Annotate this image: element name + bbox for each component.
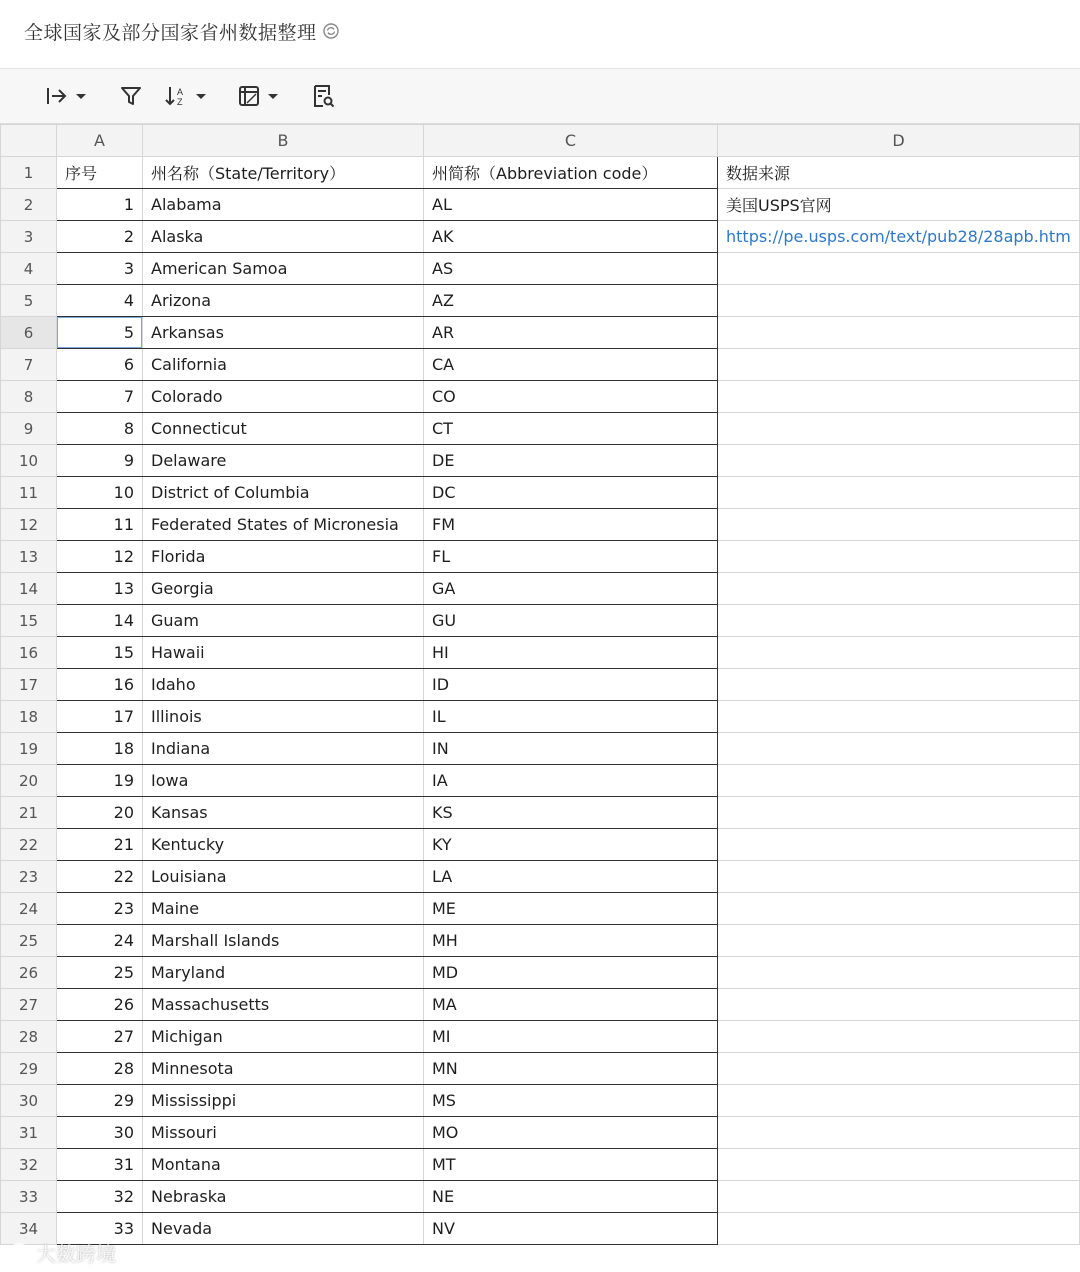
row-header[interactable]: 28 (1, 1021, 57, 1053)
cell-state-code[interactable]: AR (424, 317, 718, 349)
table-row (1, 1181, 1080, 1213)
cell-index[interactable]: 16 (57, 669, 143, 701)
watermark (8, 1238, 116, 1267)
cell-state-name[interactable]: American Samoa (143, 253, 424, 285)
table-row (1, 861, 1080, 893)
cell-state-code[interactable]: MD (424, 957, 718, 989)
cell-index[interactable]: 17 (57, 701, 143, 733)
cell-state-code[interactable]: FL (424, 541, 718, 573)
sort-button[interactable] (164, 81, 208, 111)
cell-index[interactable]: 19 (57, 765, 143, 797)
cell-state-name[interactable]: Illinois (143, 701, 424, 733)
cell-state-name[interactable]: Nebraska (143, 1181, 424, 1213)
cell-empty[interactable] (718, 797, 1080, 829)
table-row (1, 1117, 1080, 1149)
row-header[interactable]: 4 (1, 253, 57, 285)
cell-state-code[interactable]: NE (424, 1181, 718, 1213)
cell-empty[interactable] (718, 253, 1080, 285)
cell-index[interactable]: 31 (57, 1149, 143, 1181)
table-row (1, 1149, 1080, 1181)
cell-empty[interactable] (718, 605, 1080, 637)
row-header[interactable]: 25 (1, 925, 57, 957)
cell-state-name[interactable]: Nevada (143, 1213, 424, 1245)
row-header[interactable]: 15 (1, 605, 57, 637)
cell-index[interactable]: 9 (57, 445, 143, 477)
table-row (1, 541, 1080, 573)
sheet-table (0, 124, 1080, 1245)
cell-empty[interactable] (718, 1213, 1080, 1245)
table-row (1, 381, 1080, 413)
cell-empty[interactable] (718, 349, 1080, 381)
cell-state-name[interactable]: Idaho (143, 669, 424, 701)
cell-header-source[interactable]: 数据来源 (718, 157, 1080, 189)
row-header[interactable]: 2 (1, 189, 57, 221)
cell-state-name[interactable]: Marshall Islands (143, 925, 424, 957)
cell-index[interactable]: 10 (57, 477, 143, 509)
cell-state-code[interactable]: KY (424, 829, 718, 861)
cell-state-name[interactable]: Colorado (143, 381, 424, 413)
cell-state-code[interactable]: DE (424, 445, 718, 477)
cell-index[interactable]: 21 (57, 829, 143, 861)
cell-index[interactable]: 13 (57, 573, 143, 605)
cell-state-code[interactable]: IA (424, 765, 718, 797)
cell-index[interactable]: 6 (57, 349, 143, 381)
cell-empty[interactable] (718, 733, 1080, 765)
cell-empty[interactable] (718, 317, 1080, 349)
cell-empty[interactable] (718, 381, 1080, 413)
row-header[interactable]: 31 (1, 1117, 57, 1149)
table-row (1, 285, 1080, 317)
cell-state-code[interactable]: HI (424, 637, 718, 669)
cell-state-name[interactable]: Alabama (143, 189, 424, 221)
document-title[interactable]: 全球国家及部分国家省州数据整理 (24, 22, 317, 44)
cell-empty[interactable] (718, 765, 1080, 797)
table-row (1, 445, 1080, 477)
cell-index[interactable]: 1 (57, 189, 143, 221)
table-row (1, 573, 1080, 605)
cell-state-code[interactable]: GA (424, 573, 718, 605)
column-header-b[interactable]: B (143, 125, 424, 157)
cell-empty[interactable] (718, 1149, 1080, 1181)
cell-state-name[interactable]: Alaska (143, 221, 424, 253)
row-header[interactable]: 20 (1, 765, 57, 797)
cell-state-name[interactable]: Louisiana (143, 861, 424, 893)
table-row (1, 157, 1080, 189)
caret-down-icon (266, 89, 280, 103)
cell-empty[interactable] (718, 989, 1080, 1021)
table-row (1, 1021, 1080, 1053)
cell-empty[interactable] (718, 509, 1080, 541)
table-row (1, 189, 1080, 221)
row-header[interactable]: 7 (1, 349, 57, 381)
cell-index[interactable]: 24 (57, 925, 143, 957)
table-row (1, 701, 1080, 733)
svg-text:Z: Z (177, 97, 183, 107)
table-row (1, 477, 1080, 509)
table-row (1, 413, 1080, 445)
row-header[interactable]: 21 (1, 797, 57, 829)
cell-empty[interactable] (718, 925, 1080, 957)
cell-empty[interactable] (718, 1053, 1080, 1085)
find-icon (310, 83, 336, 109)
row-header[interactable]: 27 (1, 989, 57, 1021)
cell-header-index[interactable]: 序号 (57, 157, 143, 189)
cell-empty[interactable] (718, 829, 1080, 861)
cell-index[interactable]: 27 (57, 1021, 143, 1053)
cell-state-code[interactable]: AK (424, 221, 718, 253)
cell-state-code[interactable]: CO (424, 381, 718, 413)
cell-index[interactable]: 11 (57, 509, 143, 541)
cell-state-name[interactable]: Missouri (143, 1117, 424, 1149)
table-row (1, 733, 1080, 765)
cell-empty[interactable] (718, 477, 1080, 509)
cell-state-name[interactable]: Mississippi (143, 1085, 424, 1117)
cell-state-code[interactable]: MT (424, 1149, 718, 1181)
freeze-button[interactable] (44, 81, 88, 111)
cell-index[interactable]: 12 (57, 541, 143, 573)
cell-index[interactable]: 2 (57, 221, 143, 253)
cell-state-code[interactable]: NV (424, 1213, 718, 1245)
column-header-d[interactable]: D (718, 125, 1080, 157)
table-row (1, 1053, 1080, 1085)
format-icon (236, 83, 262, 109)
cell-index[interactable]: 32 (57, 1181, 143, 1213)
cell-state-name[interactable]: Hawaii (143, 637, 424, 669)
row-header[interactable]: 5 (1, 285, 57, 317)
column-header-a[interactable]: A (57, 125, 143, 157)
cell-index[interactable]: 15 (57, 637, 143, 669)
table-row (1, 957, 1080, 989)
cell-state-name[interactable]: Minnesota (143, 1053, 424, 1085)
cell-empty[interactable] (718, 445, 1080, 477)
toolbar (0, 69, 1080, 124)
table-row (1, 669, 1080, 701)
cell-empty[interactable] (718, 573, 1080, 605)
row-header[interactable]: 8 (1, 381, 57, 413)
cell-header-code[interactable]: 州简称（Abbreviation code） (424, 157, 718, 189)
find-button[interactable] (310, 81, 336, 111)
row-header[interactable]: 34 (1, 1213, 57, 1245)
row-header[interactable]: 18 (1, 701, 57, 733)
row-header[interactable]: 6 (1, 317, 57, 349)
cell-empty[interactable] (718, 285, 1080, 317)
cell-state-name[interactable]: Montana (143, 1149, 424, 1181)
cell-state-name[interactable]: Georgia (143, 573, 424, 605)
cell-state-name[interactable]: Indiana (143, 733, 424, 765)
cell-empty[interactable] (718, 1021, 1080, 1053)
cell-index[interactable]: 28 (57, 1053, 143, 1085)
cell-state-code[interactable]: MS (424, 1085, 718, 1117)
watermark-text: 大数跨境 (36, 1242, 116, 1266)
row-header[interactable]: 14 (1, 573, 57, 605)
row-header[interactable]: 13 (1, 541, 57, 573)
cell-state-code[interactable]: AS (424, 253, 718, 285)
cell-index[interactable]: 29 (57, 1085, 143, 1117)
row-header[interactable]: 33 (1, 1181, 57, 1213)
cell-state-code[interactable]: MO (424, 1117, 718, 1149)
title-bar (0, 0, 1080, 69)
cell-index[interactable]: 26 (57, 989, 143, 1021)
cell-state-code[interactable]: AZ (424, 285, 718, 317)
row-header[interactable]: 26 (1, 957, 57, 989)
cell-state-code[interactable]: ME (424, 893, 718, 925)
cell-empty[interactable] (718, 637, 1080, 669)
cell-state-name[interactable]: Delaware (143, 445, 424, 477)
cell-state-code[interactable]: ID (424, 669, 718, 701)
row-header[interactable]: 1 (1, 157, 57, 189)
table-row (1, 605, 1080, 637)
cell-state-name[interactable]: Arizona (143, 285, 424, 317)
table-row (1, 989, 1080, 1021)
freeze-icon (44, 83, 70, 109)
cell-state-name[interactable]: Federated States of Micronesia (143, 509, 424, 541)
row-header[interactable]: 24 (1, 893, 57, 925)
cell-state-name[interactable]: Connecticut (143, 413, 424, 445)
row-header[interactable]: 30 (1, 1085, 57, 1117)
cell-state-code[interactable]: KS (424, 797, 718, 829)
cell-index[interactable]: 14 (57, 605, 143, 637)
row-header[interactable]: 22 (1, 829, 57, 861)
cell-empty[interactable] (718, 669, 1080, 701)
cell-state-code[interactable]: CT (424, 413, 718, 445)
corner-cell[interactable] (1, 125, 57, 157)
cell-index[interactable]: 18 (57, 733, 143, 765)
row-header[interactable]: 17 (1, 669, 57, 701)
cell-state-code[interactable]: GU (424, 605, 718, 637)
cell-state-name[interactable]: Florida (143, 541, 424, 573)
cell-index[interactable]: 20 (57, 797, 143, 829)
filter-button[interactable] (118, 81, 144, 111)
table-row (1, 797, 1080, 829)
table-row (1, 637, 1080, 669)
filter-icon (118, 83, 144, 109)
cell-state-code[interactable]: DC (424, 477, 718, 509)
row-header[interactable]: 23 (1, 861, 57, 893)
conditional-format-button[interactable] (236, 81, 280, 111)
row-header[interactable]: 32 (1, 1149, 57, 1181)
svg-text:A: A (177, 87, 184, 97)
caret-down-icon (74, 89, 88, 103)
cell-index[interactable]: 5 (57, 317, 143, 349)
watermark-logo-icon (8, 1242, 30, 1264)
cell-state-name[interactable]: Guam (143, 605, 424, 637)
cell-index[interactable]: 23 (57, 893, 143, 925)
table-row (1, 925, 1080, 957)
cell-empty[interactable] (718, 893, 1080, 925)
cell-state-name[interactable]: Kentucky (143, 829, 424, 861)
cell-empty[interactable] (718, 701, 1080, 733)
row-header[interactable]: 10 (1, 445, 57, 477)
cell-state-code[interactable]: IL (424, 701, 718, 733)
cell-empty[interactable] (718, 861, 1080, 893)
cell-state-code[interactable]: MA (424, 989, 718, 1021)
table-row (1, 317, 1080, 349)
table-row (1, 221, 1080, 253)
cell-source-label[interactable]: 美国USPS官网 (718, 189, 1080, 221)
row-header[interactable]: 19 (1, 733, 57, 765)
cell-header-name[interactable]: 州名称（State/Territory） (143, 157, 424, 189)
table-row (1, 829, 1080, 861)
cell-source-link[interactable]: https://pe.usps.com/text/pub28/28apb.htm (718, 221, 1080, 253)
caret-down-icon (194, 89, 208, 103)
cell-empty[interactable] (718, 1117, 1080, 1149)
table-row (1, 893, 1080, 925)
row-header[interactable]: 16 (1, 637, 57, 669)
cell-state-name[interactable]: Michigan (143, 1021, 424, 1053)
cell-state-name[interactable]: Kansas (143, 797, 424, 829)
table-row (1, 349, 1080, 381)
cell-empty[interactable] (718, 541, 1080, 573)
table-row (1, 509, 1080, 541)
column-header-c[interactable]: C (424, 125, 718, 157)
cell-state-code[interactable]: FM (424, 509, 718, 541)
cell-state-code[interactable]: CA (424, 349, 718, 381)
sort-icon (164, 83, 190, 109)
row-header[interactable]: 11 (1, 477, 57, 509)
cell-state-name[interactable]: Massachusetts (143, 989, 424, 1021)
table-row (1, 1213, 1080, 1245)
row-header[interactable]: 9 (1, 413, 57, 445)
cell-index[interactable]: 8 (57, 413, 143, 445)
row-header[interactable]: 3 (1, 221, 57, 253)
cell-state-code[interactable]: IN (424, 733, 718, 765)
cell-state-code[interactable]: AL (424, 189, 718, 221)
cell-state-code[interactable]: LA (424, 861, 718, 893)
table-row (1, 253, 1080, 285)
cell-empty[interactable] (718, 1181, 1080, 1213)
table-row (1, 1085, 1080, 1117)
sync-status-icon[interactable] (322, 22, 340, 40)
cell-index[interactable]: 7 (57, 381, 143, 413)
spreadsheet-grid (0, 124, 1080, 1272)
cell-index[interactable]: 25 (57, 957, 143, 989)
cell-state-code[interactable]: MI (424, 1021, 718, 1053)
cell-index[interactable]: 22 (57, 861, 143, 893)
cell-empty[interactable] (718, 413, 1080, 445)
cell-state-name[interactable]: Arkansas (143, 317, 424, 349)
cell-state-name[interactable]: Maryland (143, 957, 424, 989)
cell-state-name[interactable]: District of Columbia (143, 477, 424, 509)
cell-empty[interactable] (718, 957, 1080, 989)
cell-state-name[interactable]: California (143, 349, 424, 381)
cell-index[interactable]: 3 (57, 253, 143, 285)
cell-state-code[interactable]: MH (424, 925, 718, 957)
cell-empty[interactable] (718, 1085, 1080, 1117)
cell-index[interactable]: 4 (57, 285, 143, 317)
cell-state-code[interactable]: MN (424, 1053, 718, 1085)
row-header[interactable]: 12 (1, 509, 57, 541)
row-header[interactable]: 29 (1, 1053, 57, 1085)
cell-index[interactable]: 30 (57, 1117, 143, 1149)
cell-state-name[interactable]: Maine (143, 893, 424, 925)
cell-state-name[interactable]: Iowa (143, 765, 424, 797)
table-row (1, 765, 1080, 797)
cell-index[interactable]: 33 (57, 1213, 143, 1245)
